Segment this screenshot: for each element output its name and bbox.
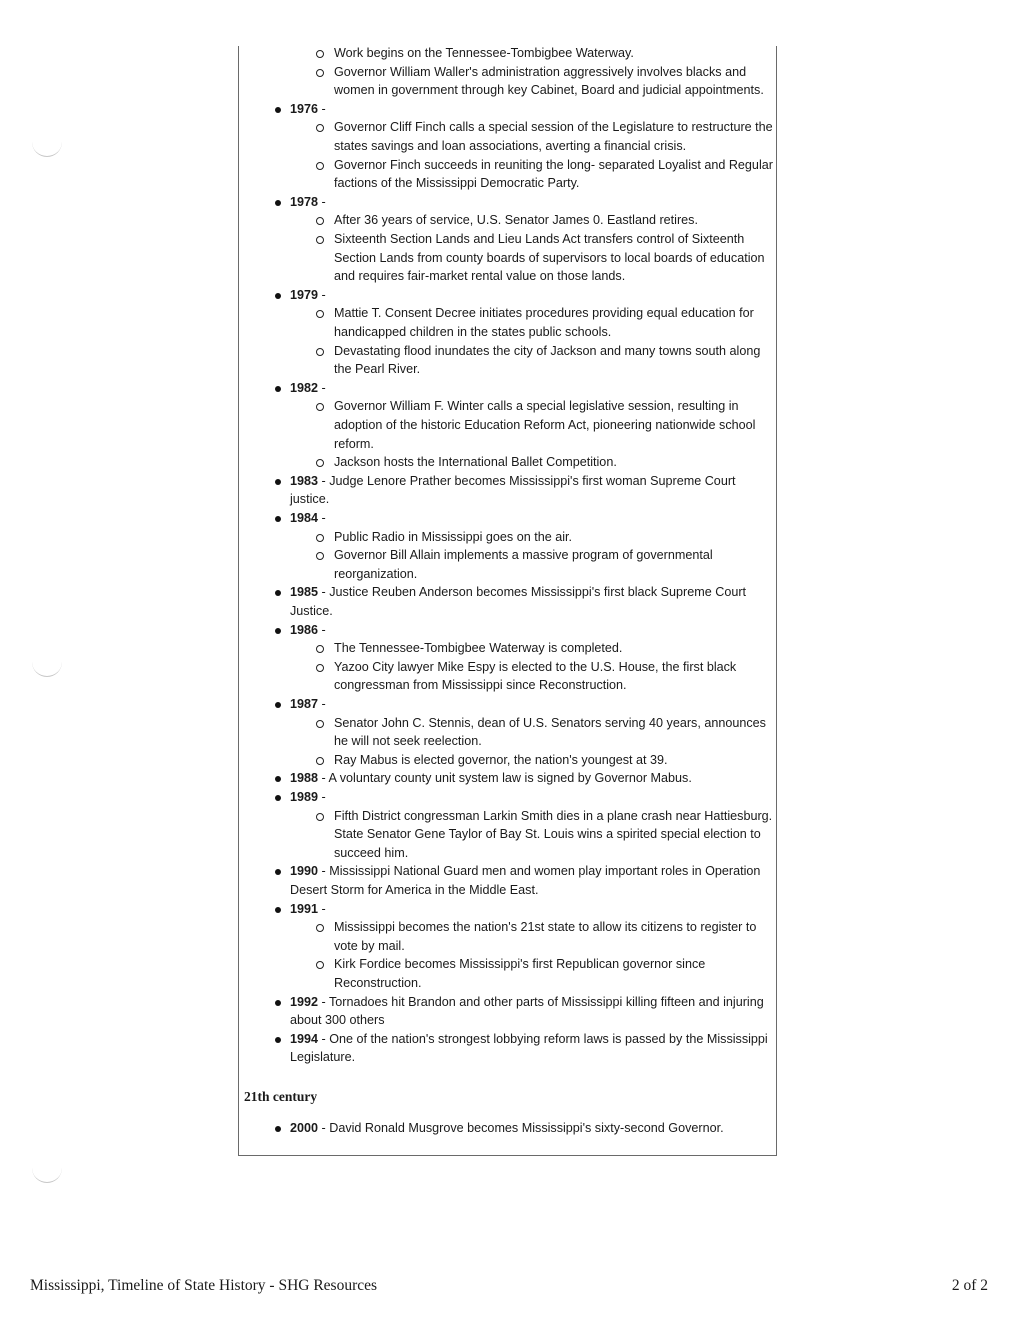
bullet-dot: [275, 107, 281, 113]
event-text: Fifth District congressman Larkin Smith dies in a plane crash near Hattiesburg. State Senator Gene Taylor of Bay St. Louis wins a spirited special election to succeed him.: [334, 808, 773, 860]
event-text: Sixteenth Section Lands and Lieu Lands Act transfers control of Sixteenth Section Lands from county boards of supervisors to local boards of education and requires fair-market rental value on those lands.: [334, 232, 765, 284]
year-label: 1979: [290, 287, 319, 302]
year-label: 1986: [290, 622, 319, 637]
scan-mark: [32, 142, 62, 157]
year-description: Judge Lenore Prather becomes Mississippi's first woman Supreme Court justice.: [290, 473, 736, 507]
year-entry-text: 1986 -: [290, 622, 326, 637]
bullet-dot: [275, 795, 281, 801]
year-label: 1976: [290, 101, 319, 116]
year-label: 1989: [290, 790, 319, 804]
year-entry-text: 1990 - Mississippi National Guard men and women play important roles in Operation Desert Storm for America in the Middle East.: [290, 864, 761, 897]
bullet-dot: [275, 386, 281, 392]
year-entry-text: 1991 -: [290, 901, 326, 916]
year-label: 1984: [290, 511, 319, 525]
year-label: 1991: [290, 901, 319, 916]
year-entry-text: 1983 - Judge Lenore Prather becomes Mississippi's first woman Supreme Court justice.: [290, 473, 736, 507]
year-label: 1994: [290, 1031, 319, 1046]
year-label: 1987: [290, 697, 319, 711]
event-text: Governor Cliff Finch calls a special session of the Legislature to restructure the states savings and loan associations, averting a financial crisis.: [334, 120, 773, 153]
event-text: Public Radio in Mississippi goes on the air.: [334, 529, 573, 544]
year-entry-text: 1992 - Tornadoes hit Brandon and other parts of Mississippi killing fifteen and injuring about 300 others: [290, 994, 764, 1028]
bullet-dot: [275, 907, 281, 913]
event-text: Ray Mabus is elected governor, the nation's youngest at 39.: [334, 752, 668, 767]
year-label: 1983: [290, 473, 319, 488]
circle-bullet: [316, 162, 324, 170]
circle-bullet: [316, 348, 324, 356]
bullet-dot: [275, 1037, 281, 1043]
event-text: Governor Bill Allain implements a massive program of governmental reorganization.: [334, 548, 713, 581]
event-text: Mississippi becomes the nation's 21st state to allow its citizens to register to vote by mail.: [334, 920, 757, 953]
event-text: Kirk Fordice becomes Mississippi's first Republican governor since Reconstruction.: [334, 957, 706, 990]
bullet-dot: [275, 1126, 281, 1132]
year-entry-text: 1994 - One of the nation's strongest lobbying reform laws is passed by the Mississippi Legislature.: [290, 1031, 768, 1065]
bullet-dot: [275, 628, 281, 634]
bullet-dot: [275, 479, 281, 485]
year-entry-text: 1989 -: [290, 790, 326, 804]
year-description: One of the nation's strongest lobbying reform laws is passed by the Mississippi Legislature.: [290, 1031, 768, 1065]
year-description: Justice Reuben Anderson becomes Mississippi's first black Supreme Court Justice.: [290, 585, 747, 618]
circle-bullet: [316, 69, 324, 77]
year-description: Tornadoes hit Brandon and other parts of Mississippi killing fifteen and injuring about 300 others: [290, 994, 764, 1028]
year-entry-text: 1987 -: [290, 697, 326, 711]
year-entry-text: 1988 - A voluntary county unit system law is signed by Governor Mabus.: [290, 771, 692, 786]
year-entry-text: 2000 - David Ronald Musgrove becomes Mississippi's sixty-second Governor.: [290, 1121, 724, 1135]
event-text: Work begins on the Tennessee-Tombigbee Waterway.: [334, 46, 634, 60]
event-text: Governor William Waller's administration aggressively involves blacks and women in government through key Cabinet, Board and judicial appointments.: [334, 64, 764, 98]
bullet-dot: [275, 293, 281, 299]
circle-bullet: [316, 720, 324, 728]
event-text: Governor William F. Winter calls a special legislative session, resulting in adoption of the historic Education Reform Act, pioneering nationwide school reform.: [334, 399, 756, 451]
year-entry-text: 1978 -: [290, 194, 326, 209]
section-heading-21st-century: 21th century: [244, 1089, 318, 1104]
event-text: The Tennessee-Tombigbee Waterway is completed.: [334, 641, 623, 656]
bullet-dot: [275, 1000, 281, 1006]
circle-bullet: [316, 664, 324, 672]
footer-page-number: 2 of 2: [951, 1277, 988, 1294]
year-entry-text: 1976 -: [290, 101, 326, 116]
scan-mark: [32, 1168, 62, 1183]
year-label: 1985: [290, 585, 319, 600]
bullet-dot: [275, 200, 281, 206]
year-label: 1992: [290, 994, 319, 1009]
year-entry-text: 1984 -: [290, 511, 326, 525]
event-text: After 36 years of service, U.S. Senator James 0. Eastland retires.: [334, 213, 698, 228]
year-label: 1988: [290, 771, 319, 786]
year-description: A voluntary county unit system law is signed by Governor Mabus.: [328, 771, 692, 786]
year-label: 1978: [290, 194, 319, 209]
year-description: David Ronald Musgrove becomes Mississippi's sixty-second Governor.: [329, 1121, 724, 1135]
year-label: 2000: [290, 1121, 319, 1135]
circle-bullet: [316, 50, 324, 58]
circle-bullet: [316, 236, 324, 244]
event-text: Mattie T. Consent Decree initiates procedures providing equal education for handicapped children in the states public schools.: [334, 306, 754, 339]
event-text: Yazoo City lawyer Mike Espy is elected to the U.S. House, the first black congressman from Mississippi since Reconstruction.: [334, 659, 737, 693]
year-entry-text: 1979 -: [290, 287, 326, 302]
event-text: Senator John C. Stennis, dean of U.S. Senators serving 40 years, announces he will not seek reelection.: [334, 715, 766, 749]
circle-bullet: [316, 813, 324, 821]
year-label: 1990: [290, 864, 319, 879]
year-label: 1982: [290, 380, 319, 395]
bullet-dot: [275, 702, 281, 708]
event-text: Jackson hosts the International Ballet Competition.: [334, 455, 617, 470]
circle-bullet: [316, 534, 324, 542]
event-text: Devastating flood inundates the city of Jackson and many towns south along the Pearl River.: [334, 343, 761, 377]
bullet-dot: [275, 516, 281, 522]
footer-title: Mississippi, Timeline of State History - SHG Resources: [30, 1277, 378, 1294]
circle-bullet: [316, 757, 324, 765]
scan-mark: [32, 662, 62, 677]
event-text: Governor Finch succeeds in reuniting the long- separated Loyalist and Regular factions of the Mississippi Democratic Party.: [334, 157, 773, 191]
year-entry-text: 1982 -: [290, 380, 326, 395]
year-entry-text: 1985 - Justice Reuben Anderson becomes Mississippi's first black Supreme Court Justice.: [290, 585, 747, 618]
year-description: Mississippi National Guard men and women play important roles in Operation Desert Storm for America in the Middle East.: [290, 864, 761, 897]
